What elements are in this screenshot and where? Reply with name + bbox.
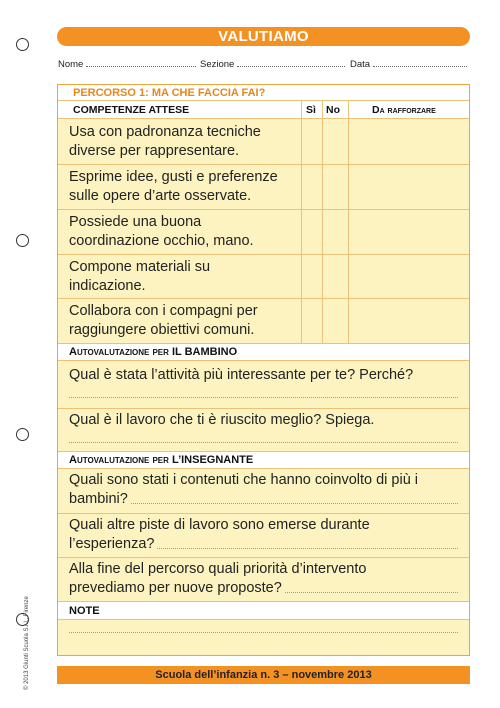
section-teacher-header bbox=[58, 452, 469, 469]
answer-dotline bbox=[285, 592, 458, 593]
teacher-question-row[interactable] bbox=[58, 514, 469, 558]
column-divider bbox=[322, 101, 323, 344]
competenza-text: Esprime idee, gusti e preferenze bbox=[69, 169, 278, 185]
answer-dotline bbox=[69, 397, 458, 398]
question-text: Quali sono stati i contenuti che hanno coinvolto di più i bbox=[69, 472, 419, 488]
column-divider bbox=[348, 101, 349, 344]
name-label: Nome bbox=[58, 59, 84, 70]
header-no: No bbox=[326, 104, 340, 116]
question-text: Qual è stata l’attività più interessante per te? Perché? bbox=[69, 367, 414, 383]
competenza-text: Usa con padronanza tecniche bbox=[69, 124, 261, 140]
answer-dotline bbox=[157, 548, 458, 549]
teacher-question-row[interactable] bbox=[58, 469, 469, 514]
header-skills: COMPETENZE ATTESE bbox=[73, 104, 190, 116]
answer-dotline bbox=[131, 503, 458, 504]
notes-label: NOTE bbox=[69, 605, 100, 617]
competenza-text: raggiungere obiettivi comuni. bbox=[69, 322, 255, 338]
child-question-row[interactable] bbox=[58, 409, 469, 452]
percorso-row bbox=[58, 85, 469, 101]
competenza-text: Compone materiali su bbox=[69, 259, 211, 275]
section-dotline bbox=[237, 58, 345, 67]
binder-hole-icon bbox=[16, 38, 29, 51]
question-text: l’esperienza? bbox=[69, 536, 155, 552]
competenza-text: indicazione. bbox=[69, 278, 146, 294]
section-target: IL BAMBINO bbox=[171, 346, 238, 358]
name-field[interactable] bbox=[58, 58, 196, 70]
date-label: Data bbox=[350, 59, 371, 70]
section-label: Sezione bbox=[200, 59, 235, 70]
date-dotline bbox=[373, 58, 467, 67]
child-question-row[interactable] bbox=[58, 361, 469, 409]
copyright-text: © 2013 Giunti Scuola S.r.l., Firenze bbox=[24, 596, 30, 690]
section-child-header bbox=[58, 344, 469, 361]
section-prefix: Autovalutazione per bbox=[69, 454, 169, 466]
date-field[interactable] bbox=[350, 58, 467, 70]
teacher-question-row[interactable] bbox=[58, 558, 469, 602]
competenza-text: coordinazione occhio, mano. bbox=[69, 233, 254, 249]
check-columns bbox=[58, 101, 469, 344]
question-text: Quali altre piste di lavoro sono emerse durante bbox=[69, 517, 370, 533]
question-text: Alla fine del percorso quali priorità d’intervento bbox=[69, 561, 367, 577]
competenza-text: Possiede una buona bbox=[69, 214, 202, 230]
evaluation-card bbox=[57, 84, 470, 656]
question-text: prevediamo per nuove proposte? bbox=[69, 580, 282, 596]
notes-dotline bbox=[69, 632, 458, 633]
question-text: Qual è il lavoro che ti è riuscito meglio? Spiega. bbox=[69, 412, 375, 428]
footer-bar: Scuola dell’infanzia n. 3 – novembre 2013 bbox=[57, 666, 470, 684]
page-title: VALUTIAMO bbox=[57, 27, 470, 46]
notes-header bbox=[58, 602, 469, 620]
section-field[interactable] bbox=[200, 58, 345, 70]
competenza-text: diverse per rappresentare. bbox=[69, 143, 240, 159]
name-dotline bbox=[86, 58, 196, 67]
header-improve: Da rafforzare bbox=[372, 104, 436, 116]
binder-hole-icon bbox=[16, 428, 29, 441]
section-target: L’INSEGNANTE bbox=[171, 454, 254, 466]
column-divider bbox=[301, 101, 302, 344]
section-prefix: Autovalutazione per bbox=[69, 346, 169, 358]
binder-hole-icon bbox=[16, 234, 29, 247]
percorso-title: PERCORSO 1: MA CHE FACCIA FAI? bbox=[73, 87, 266, 99]
competenza-text: Collabora con i compagni per bbox=[69, 303, 258, 319]
notes-area[interactable] bbox=[58, 620, 469, 655]
competenza-text: sulle opere d’arte osservate. bbox=[69, 188, 252, 204]
question-text: bambini? bbox=[69, 491, 128, 507]
answer-dotline bbox=[69, 442, 458, 443]
header-yes: Sì bbox=[306, 104, 316, 116]
